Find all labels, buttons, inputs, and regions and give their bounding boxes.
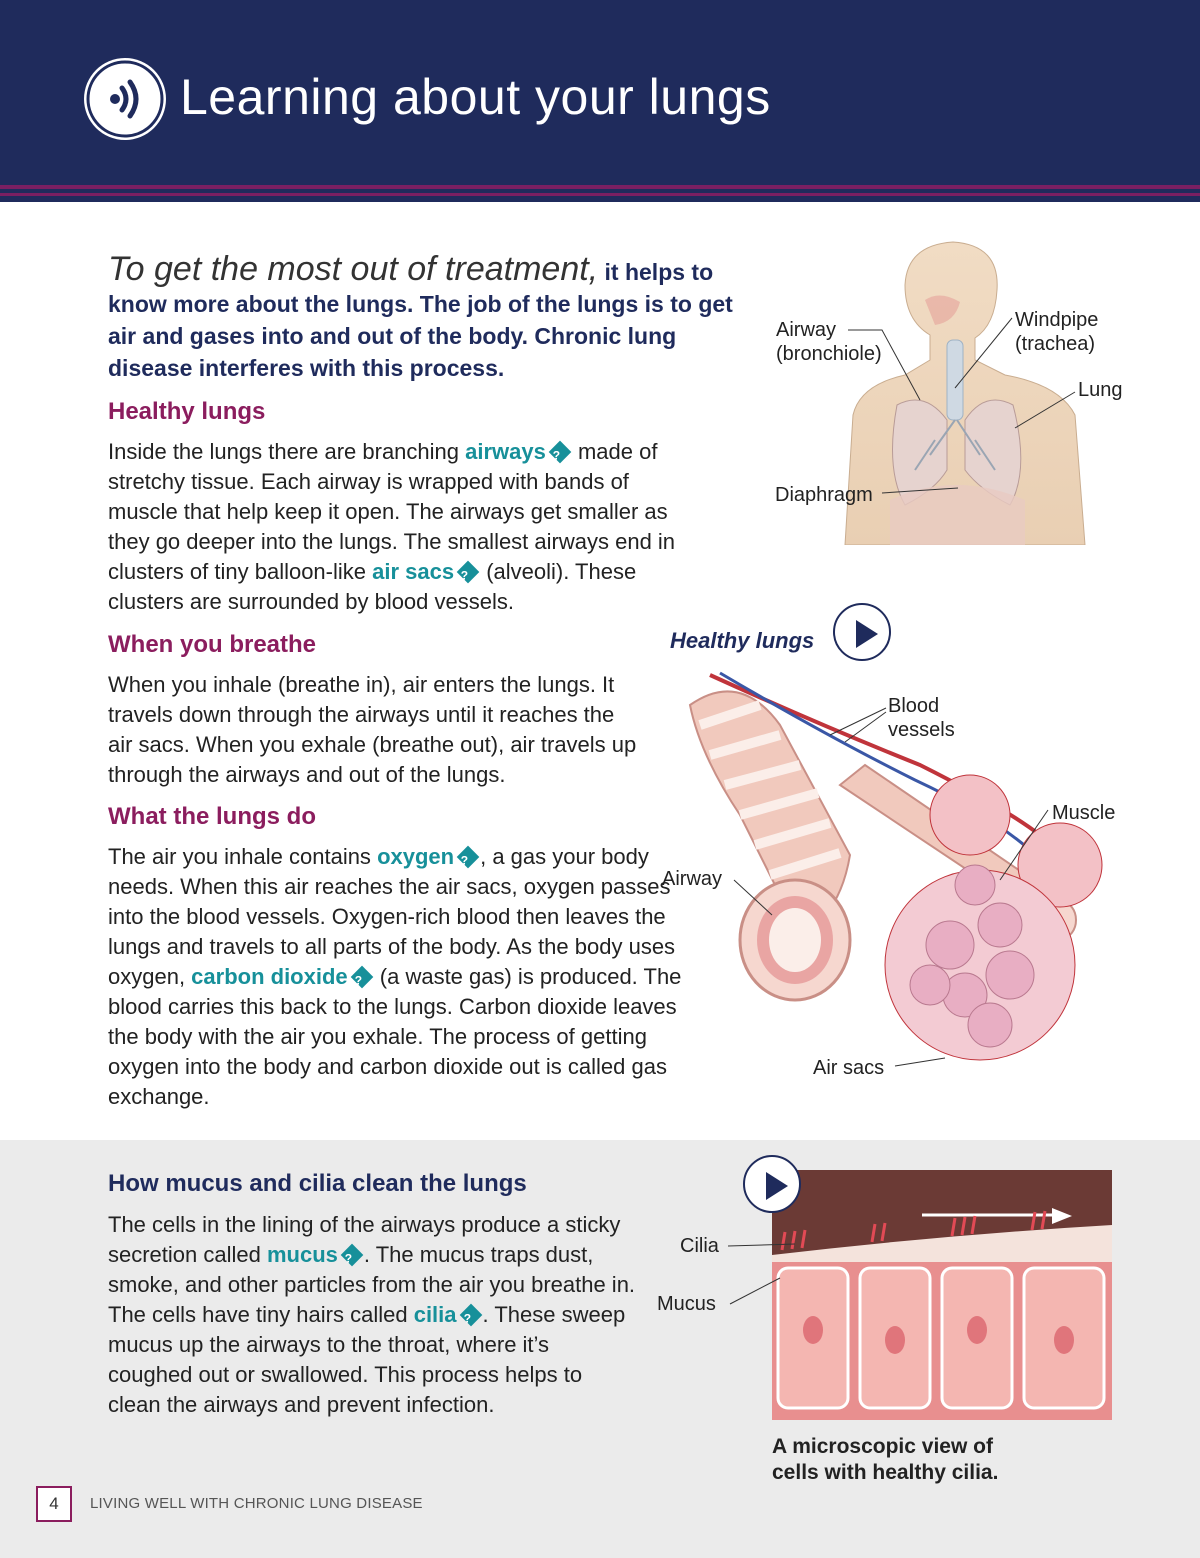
figure-caption-healthy-lungs: Healthy lungs [670,628,815,653]
mucus-paragraph [108,1210,638,1420]
airway-leader-lines [730,700,1090,1080]
intro-paragraph [108,250,748,384]
label-mucus: Mucus [657,1293,716,1315]
text-run: . These sweep mucus up the airways to the throat, where it’s coughed out or swallowed. This process helps to clean the airways and prevent infection. [108,1302,626,1417]
audio-icon[interactable] [84,58,166,140]
play-video-button[interactable] [743,1155,801,1213]
label-airway: Airway [662,868,723,890]
torso-leader-lines [760,300,1100,510]
micro-figure-caption: A microscopic view of cells with healthy cilia. [772,1435,999,1484]
breathe-paragraph: When you inhale (breathe in), air enters the lungs. It travels down through the airways until it reaches the air sacs. When you exhale (breathe out), air travels up through the airways and out of the lungs. [108,672,637,787]
label-airway-bronchiole: Airway (bronchiole) [776,319,882,365]
glossary-icon[interactable]: ? [457,846,480,869]
text-run: The air you inhale contains [108,844,378,869]
page-number: 4 [36,1486,72,1522]
lungs-do-paragraph [108,842,698,1112]
glossary-link-oxygen[interactable]: oxygen [377,844,455,869]
page-title: Learning about your lungs [180,69,771,125]
label-diaphragm: Diaphragm [775,484,873,506]
play-video-button[interactable] [833,603,891,661]
glossary-icon[interactable]: ? [457,561,480,584]
text-run: . The mucus traps dust, smoke, and other particles from the air you breathe in. The cells have tiny hairs called [108,1242,636,1327]
glossary-link-mucus[interactable]: mucus [266,1242,338,1267]
text-run: (a waste gas) is produced. The blood carries this back to the lungs. Carbon dioxide leaves the body with the air you exhale. The process of getting oxygen into the body and carbon dioxide out is called gas exchange. [108,964,682,1109]
glossary-icon[interactable]: ? [549,441,572,464]
heading-when-you-breathe: When you breathe [108,631,317,658]
label-windpipe: Windpipe (trachea) [1015,309,1099,355]
glossary-icon[interactable]: ? [341,1244,364,1267]
glossary-icon[interactable]: ? [350,966,373,989]
glossary-link-airways[interactable]: airways [465,439,546,464]
text-run: , a gas your body needs. When this air reaches the air sacs, oxygen passes into the blood vessels. Oxygen-rich blood then leaves the lungs and travels to all parts of the body. As the body uses oxygen, [108,844,676,989]
text-run: made of stretchy tissue. Each airway is wrapped with bands of muscle that help keep it open. The airways get smaller as they go deeper into the lungs. The smallest airways end in clusters of tiny balloon-like [108,439,676,584]
micro-leader-lines [720,1230,840,1310]
intro-text: it helps to know more about the lungs. The job of the lungs is to get air and gases into and out of the body. Chronic lung disease interferes with this process. [108,259,733,381]
heading-mucus-cilia: How mucus and cilia clean the lungs [108,1170,527,1197]
glossary-icon[interactable]: ? [459,1304,482,1327]
header-stripe [0,196,1200,202]
text-run: Inside the lungs there are branching [108,439,466,464]
intro-lead: To get the most out of treatment, [108,250,599,288]
label-blood-vessels: Blood vessels [888,695,955,741]
label-air-sacs: Air sacs [813,1057,885,1079]
label-cilia: Cilia [680,1235,719,1257]
glossary-link-cilia[interactable]: cilia [413,1302,457,1327]
glossary-link-carbon-dioxide[interactable]: carbon dioxide [191,964,348,989]
heading-healthy-lungs: Healthy lungs [108,398,266,425]
footer-title: LIVING WELL WITH CHRONIC LUNG DISEASE [90,1495,423,1512]
heading-what-lungs-do: What the lungs do [108,803,316,830]
label-lung: Lung [1078,379,1123,401]
glossary-link-air-sacs[interactable]: air sacs [372,559,455,584]
healthy-lungs-paragraph [108,437,683,617]
text-run: (alveoli). These clusters are surrounded by blood vessels. [108,559,637,614]
label-muscle: Muscle [1052,802,1116,824]
text-run: The cells in the lining of the airways produce a sticky secretion called [108,1212,621,1267]
